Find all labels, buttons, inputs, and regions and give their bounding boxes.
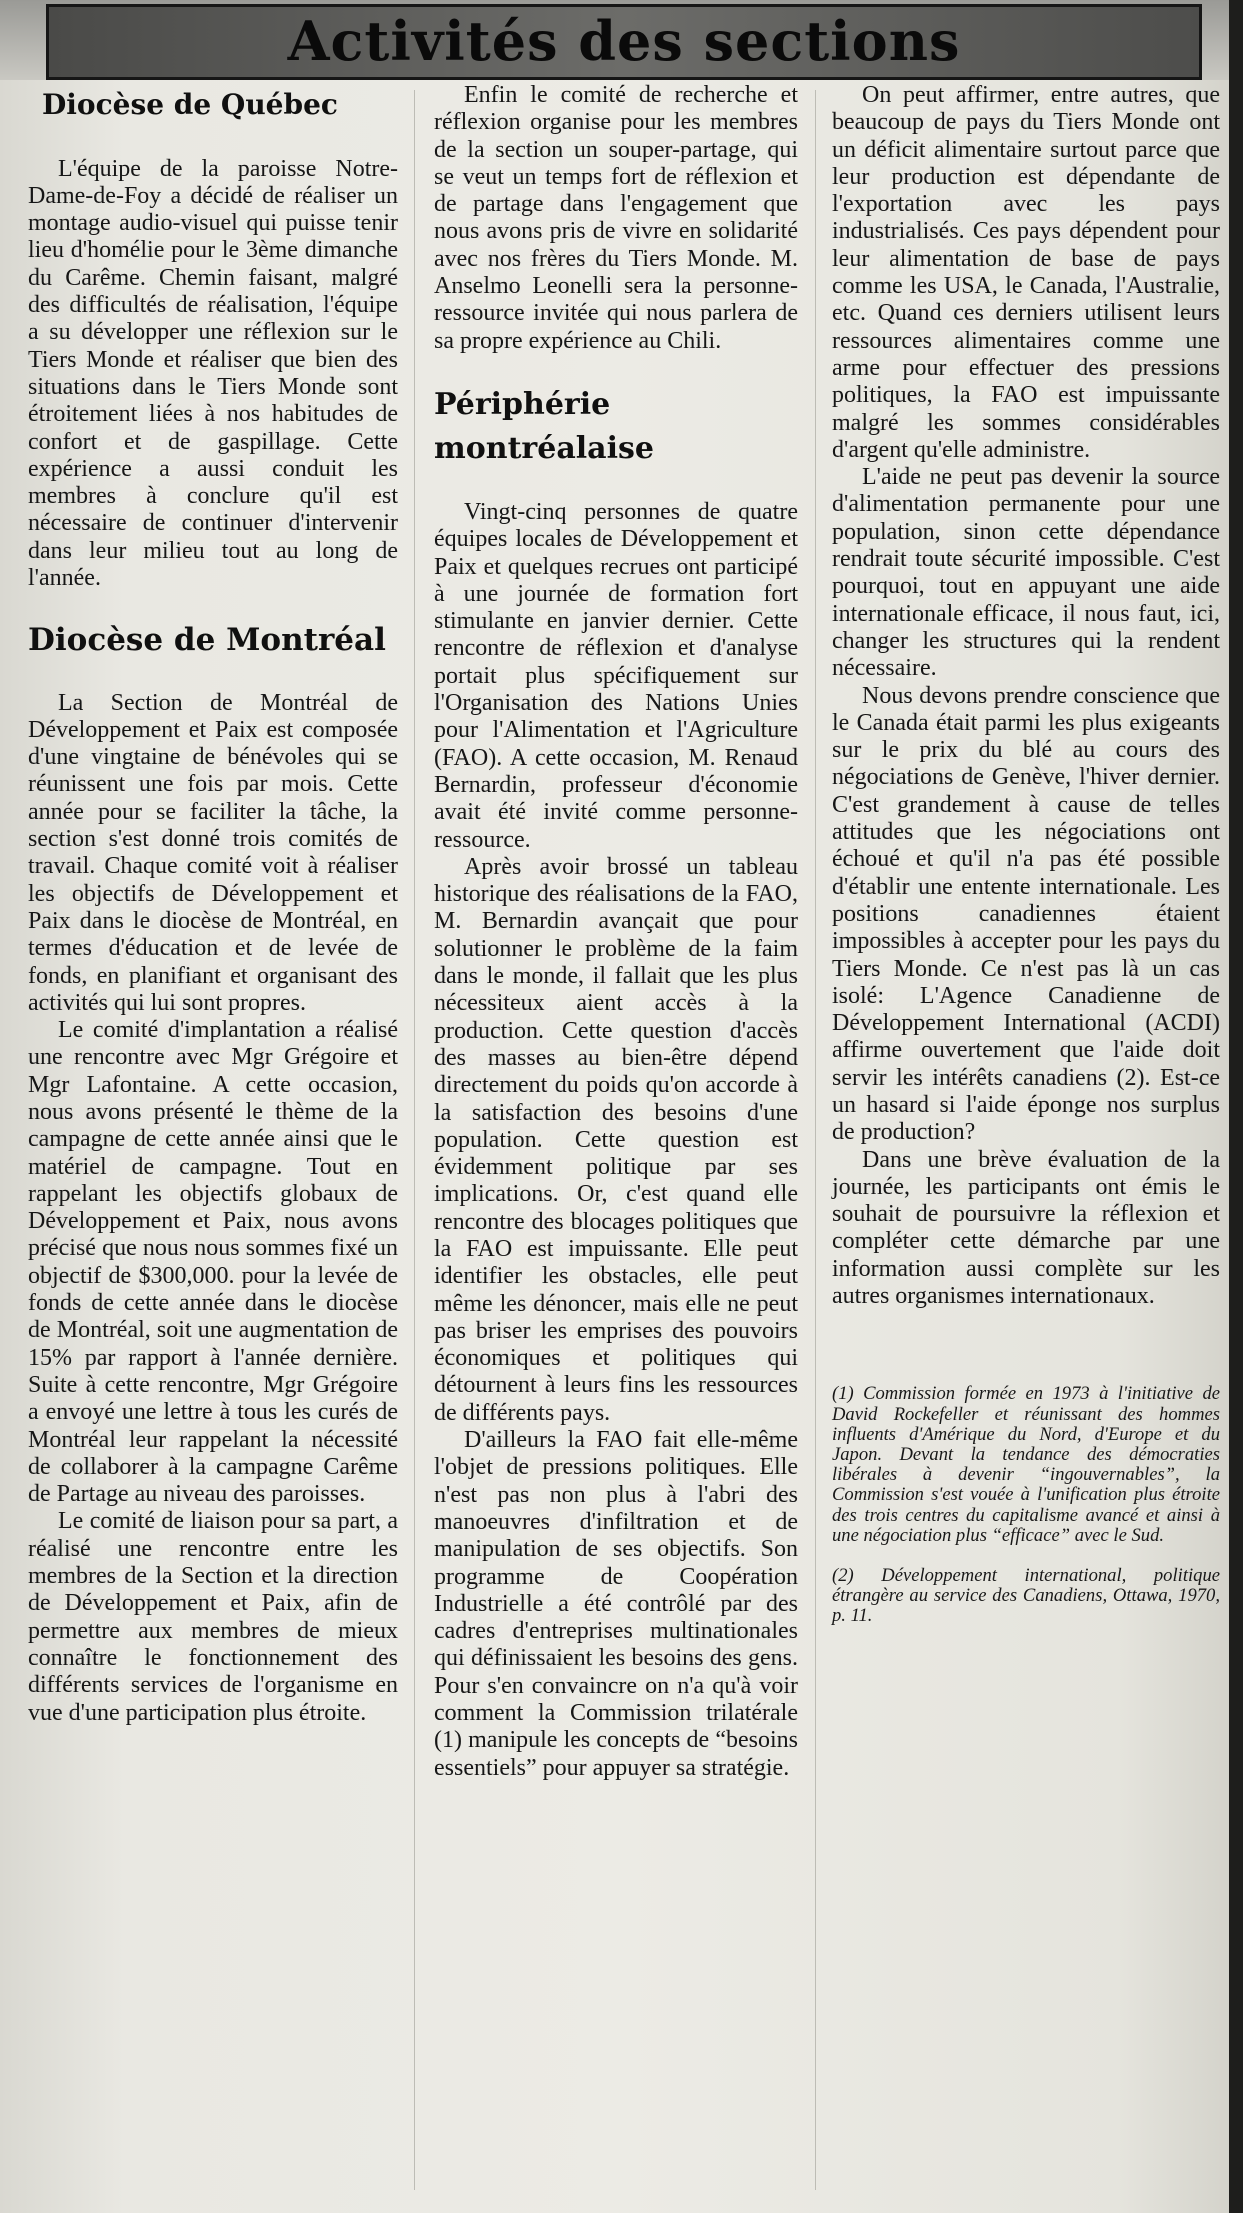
footnote: (2) Développement international, politique étrangère au service des Canadiens, Ottawa, 1970, p. 11. [832,1564,1220,1627]
montreal-paragraph: La Section de Montréal de Développement et Paix est composée d'une vingtaine de bénévoles qui se réunissent une fois par mois. Cette année pour se faciliter la tâche, la section s'est donné trois comités de travail. Chaque comité voit à réaliser les objectifs de Développement et Paix dans le diocèse de Montréal, en termes d'éducation et de levée de fonds, en planifiant et organisant des activités qui lui sont propres. [28,689,398,1016]
column-divider [414,90,415,2190]
banner-title: Activités des sections [287,9,961,73]
peripherie-paragraph: Vingt-cinq personnes de quatre équipes locales de Développement et Paix et quelques recrues ont participé à une journée de formation fort stimulante en janvier dernier. Cette rencontre de réflexion et d'analyse portait plus spécifiquement sur l'Organisation des Nations Unies pour l'Alimentation et l'Agriculture (FAO). A cette occasion, M. Renaud Bernardin, professeur d'économie avait été invité comme personne-ressource. [434,498,798,853]
column-2 [434,82,798,1782]
heading-diocese-quebec: Diocèse de Québec [42,88,338,121]
heading-line: Périphérie [434,386,611,422]
peripherie-paragraph: L'aide ne peut pas devenir la source d'alimentation permanente pour une population, sinon cette dépendance rendrait toute sécurité impossible. C'est pourquoi, tout en appuyant une aide internationale efficace, il nous faut, ici, changer les structures qui la rendent nécessaire. [832,464,1220,682]
column-3 [832,82,1220,1647]
footnote: (1) Commission formée en 1973 à l'initiative de David Rockefeller et réunissant des hommes influents d'Amérique du Nord, d'Europe et du Japon. Devant la tendance des démocraties libérales à devenir “ingouvernables”, la Commission s'est vouée à l'unification plus étroite des trois centres du capitalisme avancé et ainsi à une négociation plus “efficace” avec le Sud. [832,1383,1220,1546]
montreal-paragraph: Le comité d'implantation a réalisé une rencontre avec Mgr Grégoire et Mgr Lafontaine. A cette occasion, nous avons présenté le thème de la campagne de cette année ainsi que le matériel de campagne. Tout en rappelant les objectifs globaux de Développement et Paix, nous avons précisé que nous nous sommes fixé un objectif de $300,000. pour la levée de fonds de cette année dans le diocèse de Montréal, soit une augmentation de 15% par rapport à l'année dernière. Suite à cette rencontre, Mgr Grégoire a envoyé une lettre à tous les curés de Montréal leur rappelant la nécessité de collaborer à la campagne Carême de Partage au niveau des paroisses. [28,1017,398,1508]
footnotes [832,1384,1220,1626]
heading-line: montréalaise [434,430,654,466]
peripherie-paragraph: On peut affirmer, entre autres, que beaucoup de pays du Tiers Monde ont un déficit alimentaire surtout parce que leur production est dépendante de l'exportation avec les pays industrialisés. Ces pays dépendent pour leur alimentation de base de pays comme les USA, le Canada, l'Australie, etc. Quand ces derniers utilisent leurs ressources alimentaires comme une arme pour effectuer des pressions politiques, la FAO est impuissante malgré les sommes considérables d'argent qu'elle administre. [832,82,1220,463]
heading-peripherie-montrealaise [434,383,798,471]
peripherie-paragraph: Après avoir brossé un tableau historique des réalisations de la FAO, M. Bernardin avançait que pour solutionner le problème de la faim dans le monde, il fallait que les plus nécessiteux aient accès à la production. Cette question d'accès des masses au bien-être dépend directement du poids qu'on accorde à la satisfaction des besoins d'une population. Cette question est évidemment politique par ses implications. Or, c'est quand elle rencontre des blocages politiques que la FAO est impuissante. Elle peut identifier les obstacles, elle peut même les dénoncer, mais elle ne peut pas briser les emprises des pouvoirs économiques et politiques qui détournent à leurs fins les ressources de différents pays. [434,853,798,1426]
column-divider [815,90,816,2190]
peripherie-paragraph: D'ailleurs la FAO fait elle-même l'objet de pressions politiques. Elle n'est pas non plus à l'abri des manoeuvres d'infiltration et de manipulation de ses objectifs. Son programme de Coopération Industrielle a été contrôlé par des cadres d'entreprises multinationales qui définissaient les besoins des gens. Pour s'en convaincre on n'a qu'à voir comment la Commission trilatérale (1) manipule les concepts de “besoins essentiels” pour appuyer sa stratégie. [434,1427,798,1781]
section-banner [46,4,1202,80]
quebec-paragraph: L'équipe de la paroisse Notre-Dame-de-Foy a décidé de réaliser un montage audio-visuel qui puisse tenir lieu d'homélie pour le 3ème dimanche du Carême. Chemin faisant, malgré des difficultés de réalisation, l'équipe a su développer une réflexion sur le Tiers Monde et réaliser que bien des situations dans le Tiers Monde sont étroitement liées à nos habitudes de confort et de gaspillage. Cette expérience a aussi conduit les membres à conclure qu'il est nécessaire de continuer d'intervenir dans leur milieu tout au long de l'année. [28,155,398,592]
montreal-paragraph: Enfin le comité de recherche et réflexion organise pour les membres de la section un souper-partage, qui se veut un temps fort de réflexion et de partage dans l'engagement que nous avons pris de vivre en solidarité avec nos frères du Tiers Monde. M. Anselmo Leonelli sera la personne-ressource invitée qui nous parlera de sa propre expérience au Chili. [434,82,798,354]
montreal-paragraph: Le comité de liaison pour sa part, a réalisé une rencontre entre les membres de la Section et la direction de Développement et Paix, afin de permettre aux membres de mieux connaître le fonctionnement des différents services de l'organisme en vue d'une participation plus étroite. [28,1508,398,1726]
peripherie-paragraph: Nous devons prendre conscience que le Canada était parmi les plus exigeants sur le prix du blé au cours des négociations de Genève, l'hiver dernier. C'est grandement à cause de telles attitudes que les négociations ont échoué et qu'il n'a pas été possible d'établir une entente internationale. Les positions canadiennes étaient impossibles à accepter pour les pays du Tiers Monde. Ce n'est pas là un cas isolé: L'Agence Canadienne de Développement International (ACDI) affirme ouvertement que l'aide doit servir les intérêts canadiens (2). Est-ce un hasard si l'aide éponge nos surplus de production? [832,682,1220,1146]
peripherie-paragraph: Dans une brève évaluation de la journée, les participants ont émis le souhait de poursuivre la réflexion et compléter cette démarche par une information aussi complète sur les autres organismes internationaux. [832,1146,1220,1310]
page-edge-shadow [1229,0,1243,2213]
column-1 [28,82,398,1727]
heading-diocese-montreal: Diocèse de Montréal [28,622,386,659]
